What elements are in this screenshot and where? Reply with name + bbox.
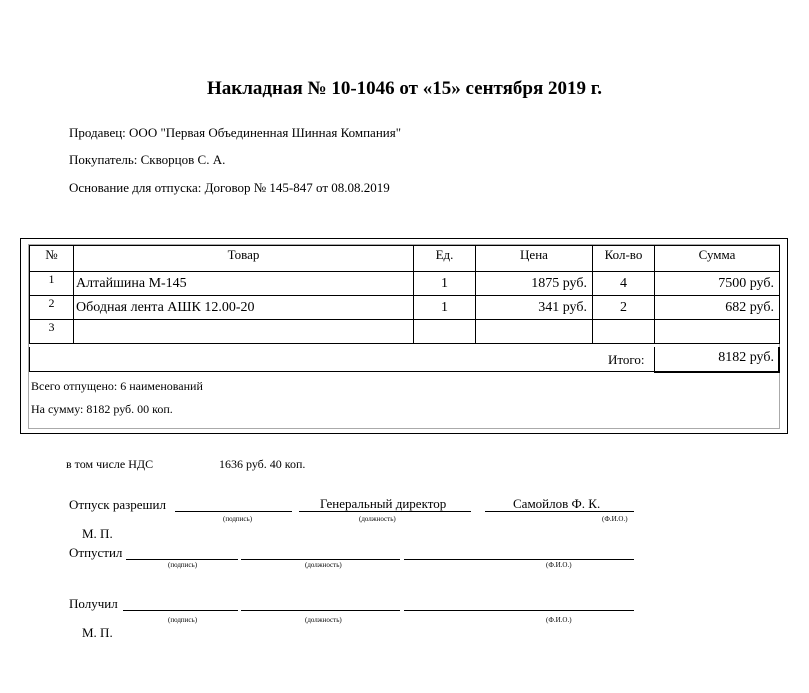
- caption-signature: (подпись): [223, 515, 253, 523]
- header-unit: Ед.: [414, 246, 476, 272]
- released-position-line: [241, 559, 400, 560]
- row-qty: [593, 320, 655, 344]
- header-product: Товар: [74, 246, 414, 272]
- table-row: [30, 320, 780, 344]
- caption-signature: (подпись): [168, 616, 198, 624]
- table-header-row: [30, 246, 780, 272]
- header-price: Цена: [476, 246, 593, 272]
- header-num: №: [30, 246, 74, 272]
- row-product: Алтайшина М-145: [74, 272, 414, 296]
- release-name-value: Самойлов Ф. К.: [513, 496, 601, 511]
- caption-position: (должность): [359, 515, 396, 523]
- row-num: 2: [30, 296, 74, 320]
- row-sum: [655, 320, 780, 344]
- total-label: Итого:: [608, 352, 645, 367]
- row-unit: 1: [414, 296, 476, 320]
- received-position-line: [241, 610, 400, 611]
- row-product: [74, 320, 414, 344]
- page-title: Накладная № 10-1046 от «15» сентября 2019 г.: [207, 78, 602, 99]
- row-product: Ободная лента АШК 12.00-20: [74, 296, 414, 320]
- caption-name: (Ф.И.О.): [602, 515, 628, 523]
- row-unit: [414, 320, 476, 344]
- caption-position: (должность): [305, 561, 342, 569]
- caption-name: (Ф.И.О.): [546, 561, 572, 569]
- buyer-line: Покупатель: Скворцов С. А.: [69, 152, 226, 167]
- released-name-line: [404, 559, 634, 560]
- released-by-label: Отпустил: [69, 545, 123, 560]
- table-row: [30, 296, 780, 320]
- vat-label: в том числе НДС: [66, 457, 154, 471]
- release-signature-line: [175, 511, 292, 512]
- seller-line: Продавец: ООО "Первая Объединенная Шинная Компания": [69, 125, 402, 140]
- caption-position: (должность): [305, 616, 342, 624]
- total-value: 8182 руб.: [654, 347, 780, 373]
- received-by-label: Получил: [69, 596, 118, 611]
- received-name-line: [404, 610, 634, 611]
- stamp-label: М. П.: [82, 625, 113, 640]
- items-table: [29, 245, 780, 344]
- row-unit: 1: [414, 272, 476, 296]
- header-sum: Сумма: [655, 246, 780, 272]
- vat-value: 1636 руб. 40 коп.: [219, 457, 306, 471]
- row-sum: 682 руб.: [655, 296, 780, 320]
- basis-line: Основание для отпуска: Договор № 145-847 от 08.08.2019: [69, 180, 390, 195]
- released-amount: На сумму: 8182 руб. 00 коп.: [31, 402, 173, 416]
- caption-signature: (подпись): [168, 561, 198, 569]
- release-position-value: Генеральный директор: [320, 496, 447, 511]
- row-num: 1: [30, 272, 74, 296]
- table-row: [30, 272, 780, 296]
- release-allowed-label: Отпуск разрешил: [69, 497, 166, 512]
- row-num: 3: [30, 320, 74, 344]
- row-price: [476, 320, 593, 344]
- received-signature-line: [123, 610, 238, 611]
- row-qty: 4: [593, 272, 655, 296]
- caption-name: (Ф.И.О.): [546, 616, 572, 624]
- header-qty: Кол-во: [593, 246, 655, 272]
- row-price: 1875 руб.: [476, 272, 593, 296]
- released-signature-line: [126, 559, 238, 560]
- released-count: Всего отпущено: 6 наименований: [31, 379, 203, 393]
- row-sum: 7500 руб.: [655, 272, 780, 296]
- row-price: 341 руб.: [476, 296, 593, 320]
- stamp-label: М. П.: [82, 526, 113, 541]
- row-qty: 2: [593, 296, 655, 320]
